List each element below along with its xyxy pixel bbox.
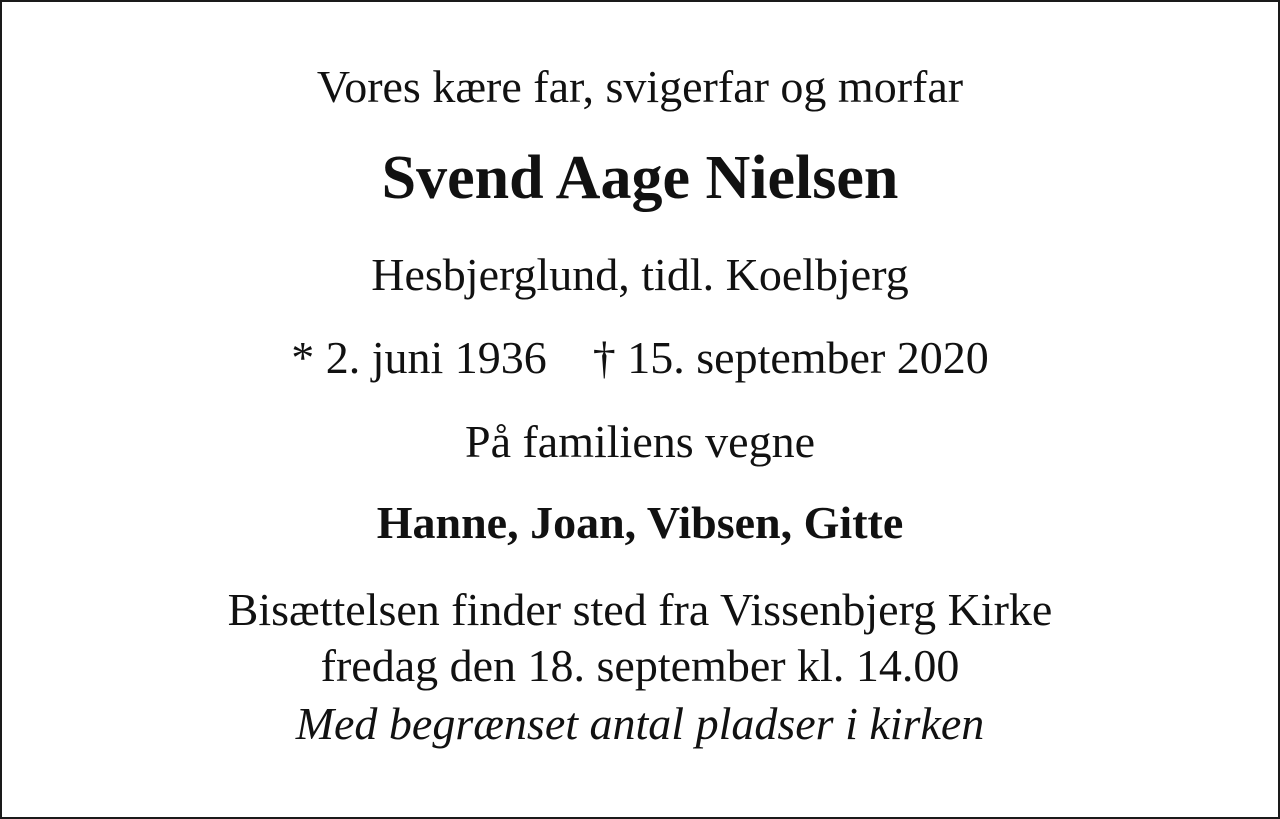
deceased-name: Svend Aage Nielsen xyxy=(381,144,899,212)
service-location: Bisættelsen finder sted fra Vissenbjerg Kirke xyxy=(227,584,1053,635)
service-time: fredag den 18. september kl. 14.00 xyxy=(320,640,960,691)
residence-line: Hesbjerglund, tidl. Koelbjerg xyxy=(371,249,909,300)
intro-line: Vores kære far, svigerfar og morfar xyxy=(316,61,964,112)
service-note: Med begrænset antal pladser i kirken xyxy=(295,698,985,749)
family-names: Hanne, Joan, Vibsen, Gitte xyxy=(376,497,904,548)
on-behalf-line: På familiens vegne xyxy=(464,416,815,467)
death-date: † 15. september 2020 xyxy=(592,332,989,383)
birth-date: * 2. juni 1936 xyxy=(291,332,547,383)
life-dates xyxy=(2,332,1278,383)
